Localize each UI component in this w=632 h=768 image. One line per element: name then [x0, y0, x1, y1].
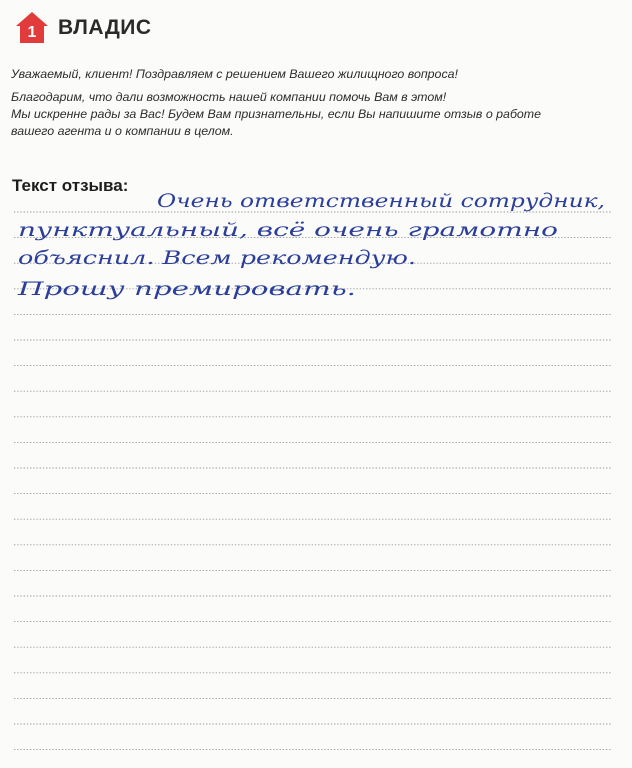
- handwritten-line-3: объяснил. Всем рекомендую.: [18, 247, 416, 269]
- intro-request-line-cont: вашего агента и о компании в целом.: [11, 124, 234, 138]
- intro-thanks-line: Благодарим, что дали возможность нашей компании помочь Вам в этом!: [11, 90, 447, 104]
- intro-request-line: Мы искренне рады за Вас! Будем Вам признательны, если Вы напишите отзыв о работе: [11, 107, 542, 121]
- logo-number: 1: [27, 24, 37, 41]
- brand-name: ВЛАДИС: [58, 16, 152, 39]
- handwritten-line-1: Очень ответственный сотрудник,: [157, 190, 605, 212]
- handwritten-line-2: пунктуальный, всё очень грамотно: [18, 219, 558, 241]
- handwritten-line-4: Прошу премировать.: [16, 278, 356, 300]
- intro-greeting: Уважаемый, клиент! Поздравляем с решением Вашего жилищного вопроса!: [11, 67, 458, 81]
- review-label: Текст отзыва:: [12, 176, 129, 195]
